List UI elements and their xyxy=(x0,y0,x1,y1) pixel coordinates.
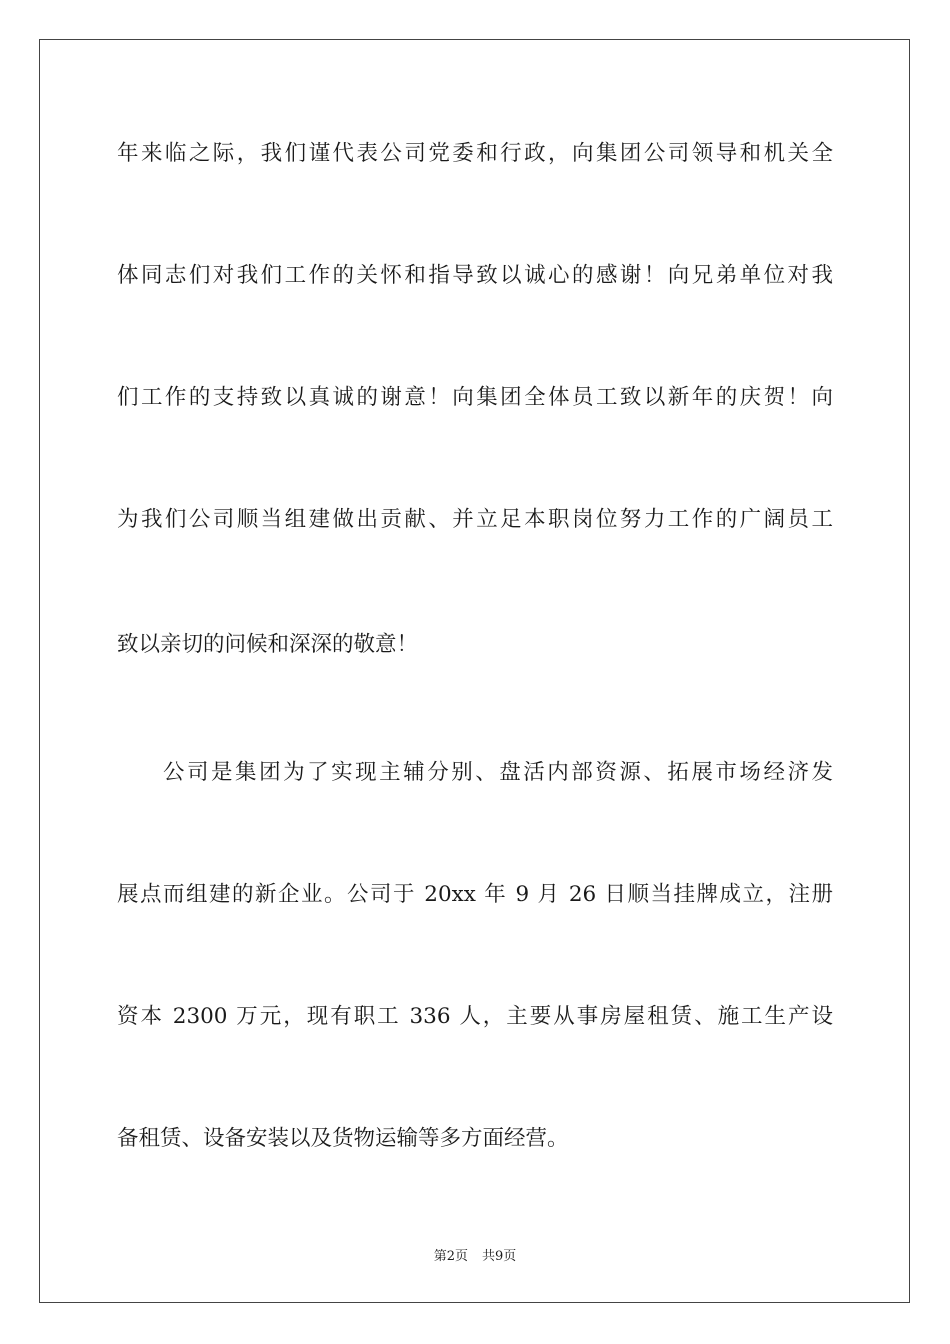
paragraph-line: 展点而组建的新企业。公司于 20xx 年 9 月 26 日顺当挂牌成立，注册 xyxy=(117,882,833,907)
paragraph-line: 们工作的支持致以真诚的谢意！向集团全体员工致以新年的庆贺！向 xyxy=(117,385,833,410)
paragraph-line: 为我们公司顺当组建做出贡献、并立足本职岗位努力工作的广阔员工 xyxy=(117,507,833,532)
paragraph-line: 体同志们对我们工作的关怀和指导致以诚心的感谢！向兄弟单位对我 xyxy=(117,263,833,288)
page-total: 共9页 xyxy=(482,1249,517,1264)
paragraph-line: 公司是集团为了实现主辅分别、盘活内部资源、拓展市场经济发 xyxy=(163,760,833,785)
page-number: 第2页 xyxy=(433,1249,468,1264)
paragraph-line: 资本 2300 万元，现有职工 336 人，主要从事房屋租赁、施工生产设 xyxy=(117,1004,833,1029)
page-footer xyxy=(0,1248,950,1266)
page-border xyxy=(39,39,910,1303)
paragraph-line: 年来临之际，我们谨代表公司党委和行政，向集团公司领导和机关全 xyxy=(117,141,833,166)
paragraph-line: 备租赁、设备安装以及货物运输等多方面经营。 xyxy=(117,1126,569,1151)
paragraph-line: 致以亲切的问候和深深的敬意！ xyxy=(117,632,419,657)
